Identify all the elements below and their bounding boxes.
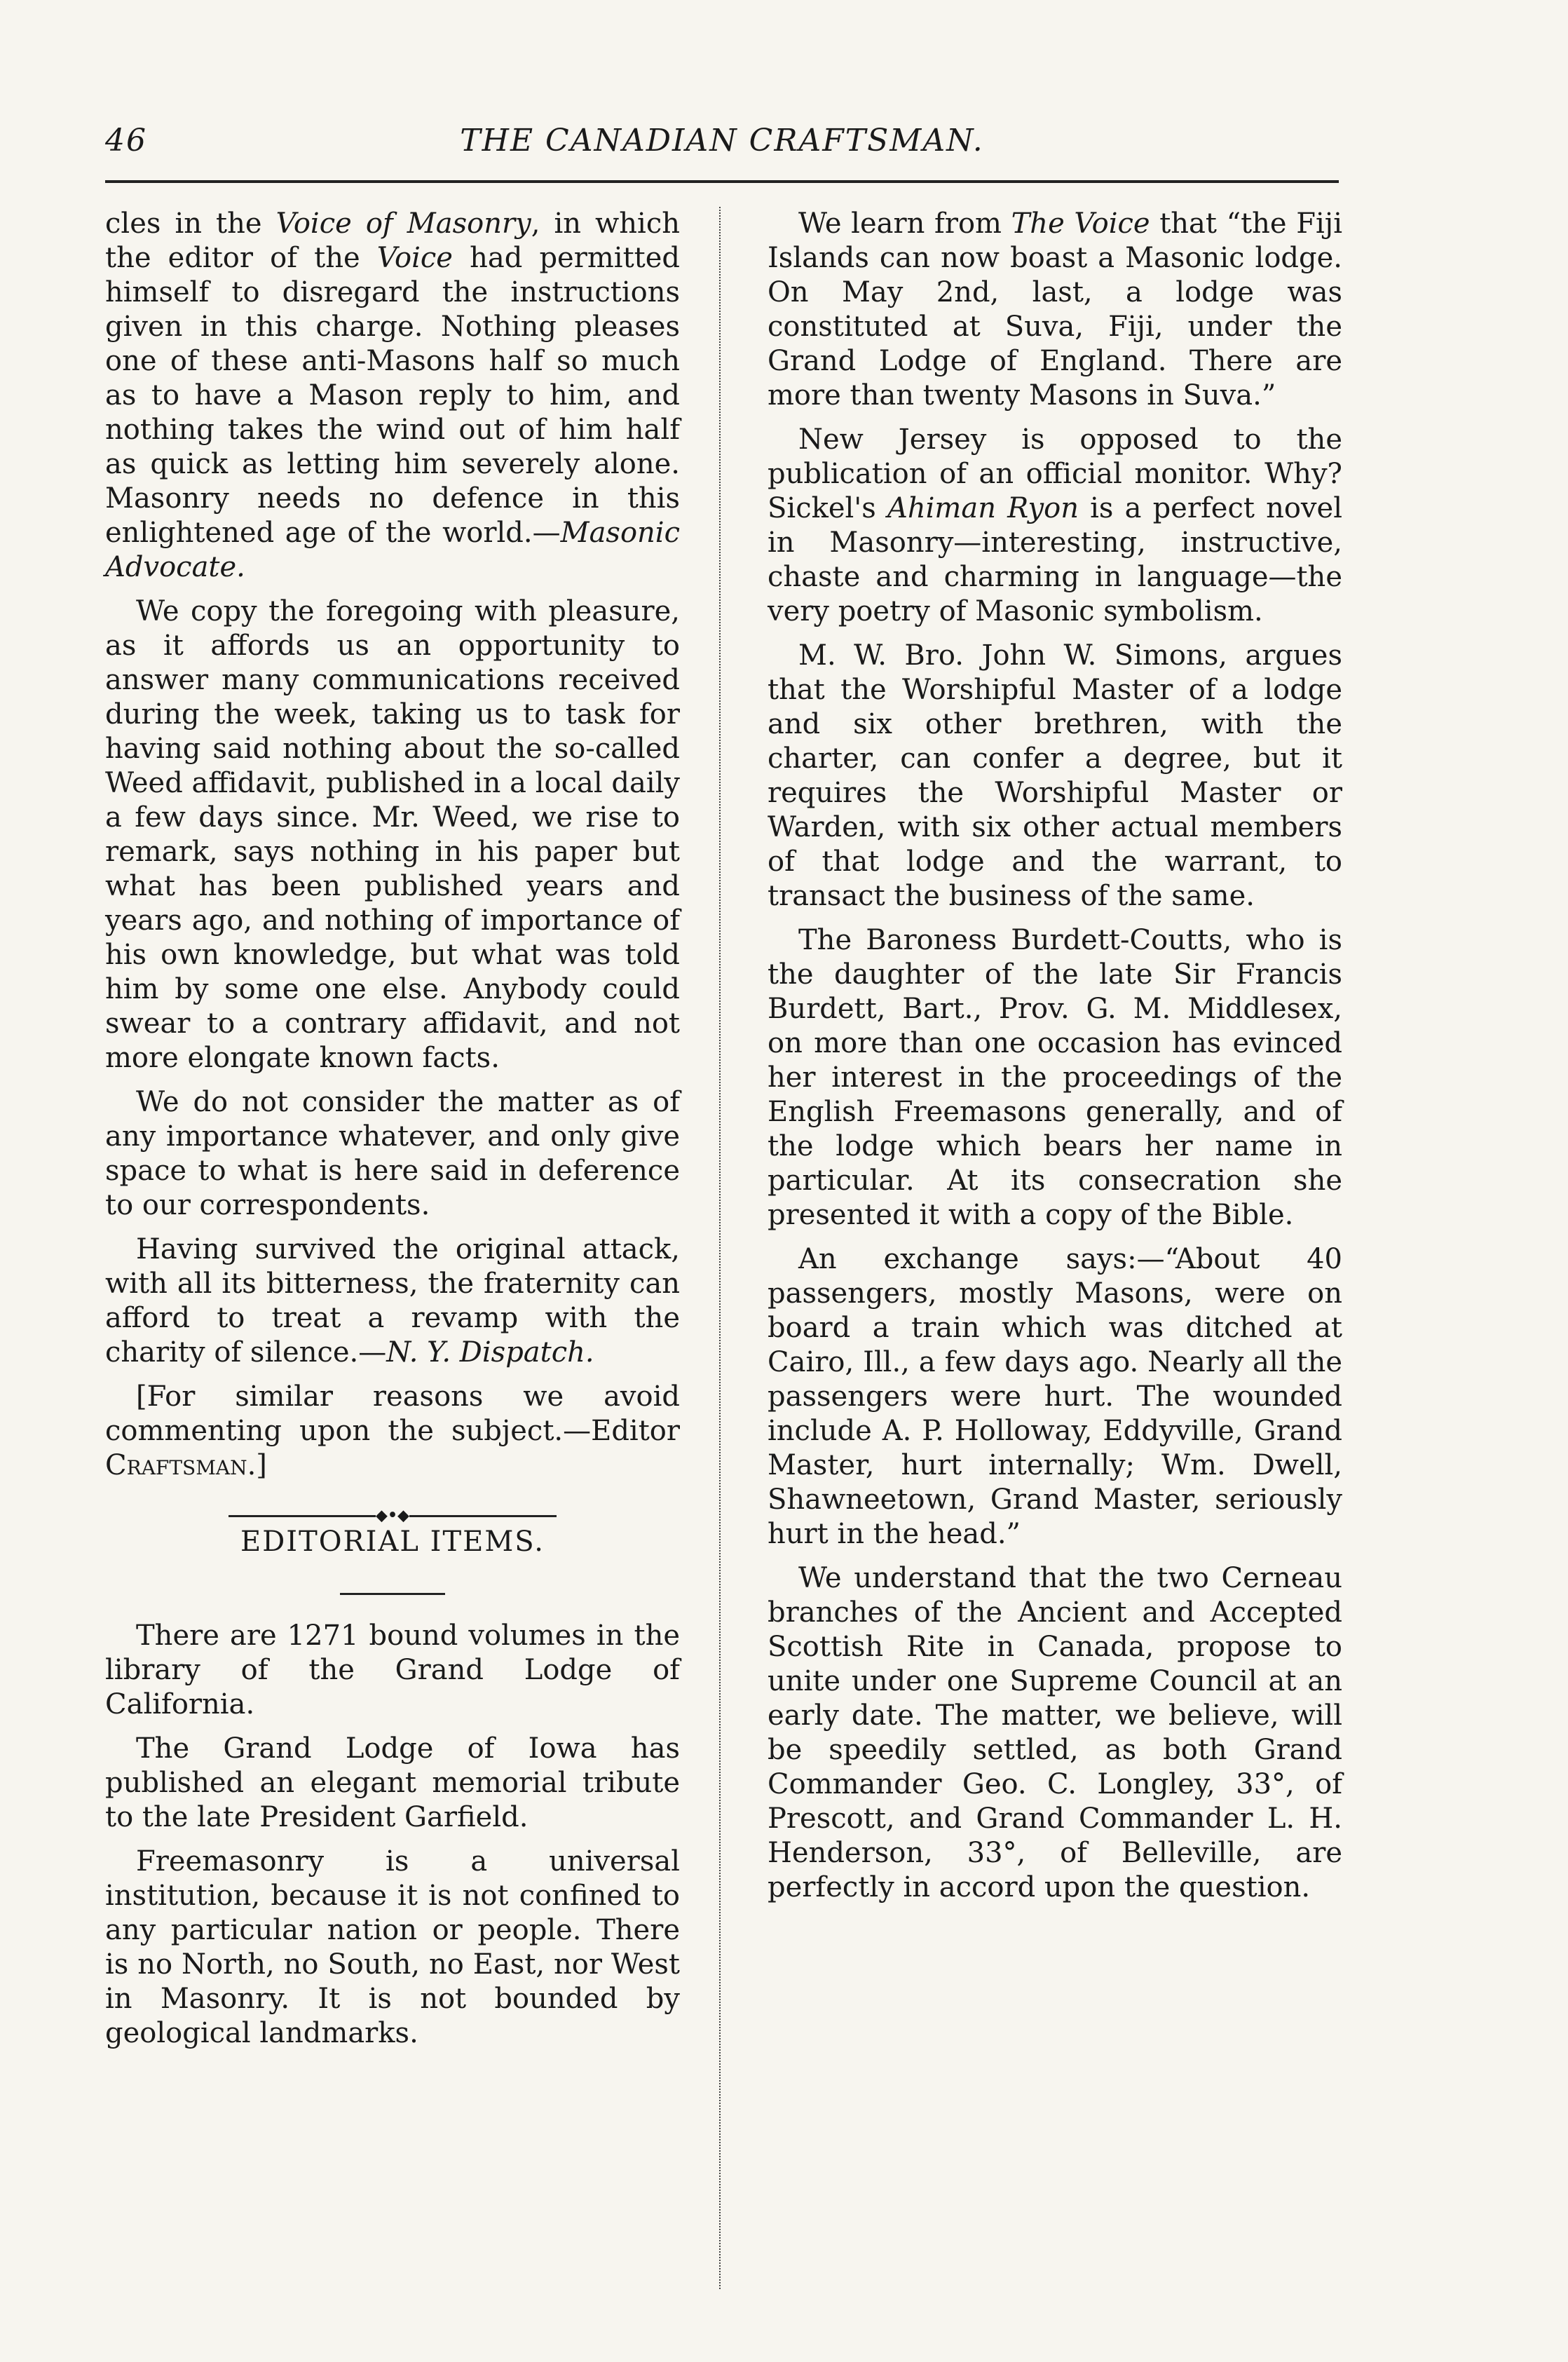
paragraph: The Grand Lodge of Iowa has published an elegant memorial tribute to the late President Garfield. <box>105 1732 680 1833</box>
text-run: .] <box>247 1449 267 1481</box>
paragraph: There are 1271 bound volumes in the library of the Grand Lodge of California. <box>105 1620 680 1720</box>
periodical-title: Voice <box>376 242 453 274</box>
source-citation: Masonic Advocate. <box>105 517 680 583</box>
text-run: that “the Fiji Islands can now boast a Masonic lodge. On May 2nd, last, a lodge was constituted at Suva, Fiji, under the Grand Lodge of England. There are more than twenty Masons in Suva.” <box>768 208 1342 412</box>
text-run: cles in the <box>105 208 276 240</box>
right-column <box>768 207 1342 1915</box>
heading-rule <box>105 1569 680 1603</box>
periodical-title: Voice of Masonry <box>275 208 531 240</box>
paragraph: An exchange says:—“About 40 passengers, mostly Masons, were on board a train which was ditched at Cairo, Ill., a few days ago. Nearly all the passengers were hurt. The wounded include A. P. Holloway, Eddyville, Grand Master, hurt internally; Wm. Dwell, Shawneetown, Grand Master, seriously hurt in the head.” <box>768 1243 1342 1550</box>
paragraph: M. W. Bro. John W. Simons, argues that the Worshipful Master of a lodge and six other brethren, with the charter, can confer a degree, but it requires the Worshipful Master or Warden, with six other actual members of that lodge and the warrant, to transact the business of the same. <box>768 639 1342 912</box>
paragraph: Freemasonry is a universal institution, because it is not confined to any particular nation or people. There is no North, no South, no East, nor West in Masonry. It is not bounded by geological landmarks. <box>105 1845 680 2049</box>
paragraph <box>768 423 1342 629</box>
page-header <box>105 116 1339 179</box>
left-column <box>105 207 680 2061</box>
text-run: Craftsman <box>105 1449 247 1481</box>
source-citation: N. Y. Dispatch. <box>386 1336 594 1369</box>
paragraph <box>768 207 1342 413</box>
text-run: [For similar reasons we avoid commenting upon the subject.—Editor <box>105 1380 680 1447</box>
paragraph: The Baroness Burdett-Coutts, who is the daughter of the late Sir Francis Burdett, Bart., Prov. G. M. Middlesex, on more than one occasion has evinced her interest in the proceedings of the English Freemasons generally, and of the lodge which bears her name in particular. At its consecration she presented it with a copy of the Bible. <box>768 924 1342 1231</box>
article-continuation-paragraph <box>105 207 680 585</box>
ornamental-divider: ◆•◆ <box>105 1497 680 1511</box>
text-run: New Jersey is opposed to the publication of an official monitor. Why? Sickel's <box>768 423 1342 524</box>
editor-note <box>105 1380 680 1483</box>
text-run: We learn from <box>798 208 1011 240</box>
column-divider <box>719 207 721 2289</box>
periodical-title: The Voice <box>1011 208 1150 240</box>
text-run: , in which the editor of the <box>105 208 681 274</box>
paragraph: We understand that the two Cerneau branches of the Ancient and Accepted Scottish Rite in Canada, propose to unite under one Supreme Council at an early date. The matter, we believe, will be speedily settled, as both Grand Commander Geo. C. Longley, 33°, of Prescott, and Grand Commander L. H. Henderson, 33°, of Belleville, are perfectly in accord upon the question. <box>768 1562 1342 1903</box>
text-run: is a perfect novel in Masonry—interesting, instructive, chaste and charming in language—the very poetry of Masonic symbolism. <box>768 492 1342 627</box>
magazine-page <box>105 116 1342 2289</box>
text-run: Having survived the original attack, with all its bitterness, the fraternity can afford to treat a revamp with the charity of silence.— <box>105 1233 680 1369</box>
paragraph: We do not consider the matter as of any importance whatever, and only give space to what is here said in deference to our correspondents. <box>105 1086 680 1221</box>
section-heading: EDITORIAL ITEMS. <box>240 1526 545 1558</box>
paragraph: We copy the foregoing with pleasure, as it affords us an opportunity to answer many communications received during the week, taking us to task for having said nothing about the so-called Weed affidavit, published in a local daily a few days since. Mr. Weed, we rise to remark, says nothing in his paper but what has been published years and years ago, and nothing of importance of his own knowledge, but what was told him by some one else. Anybody could swear to a contrary affidavit, and not more elongate known facts. <box>105 595 680 1074</box>
header-rule <box>105 180 1339 183</box>
text-run: had permitted himself to disregard the instructions given in this charge. Nothing pleases one of these anti-Masons half so much as to have a Mason reply to him, and nothing takes the wind out of him half as quick as letting him severely alone. Masonry needs no defence in this enlightened age of the world.— <box>105 242 680 549</box>
running-title: THE CANADIAN CRAFTSMAN. <box>460 123 984 158</box>
page-number: 46 <box>105 123 147 158</box>
book-title: Ahiman Ryon <box>887 492 1079 524</box>
paragraph <box>105 1233 680 1370</box>
